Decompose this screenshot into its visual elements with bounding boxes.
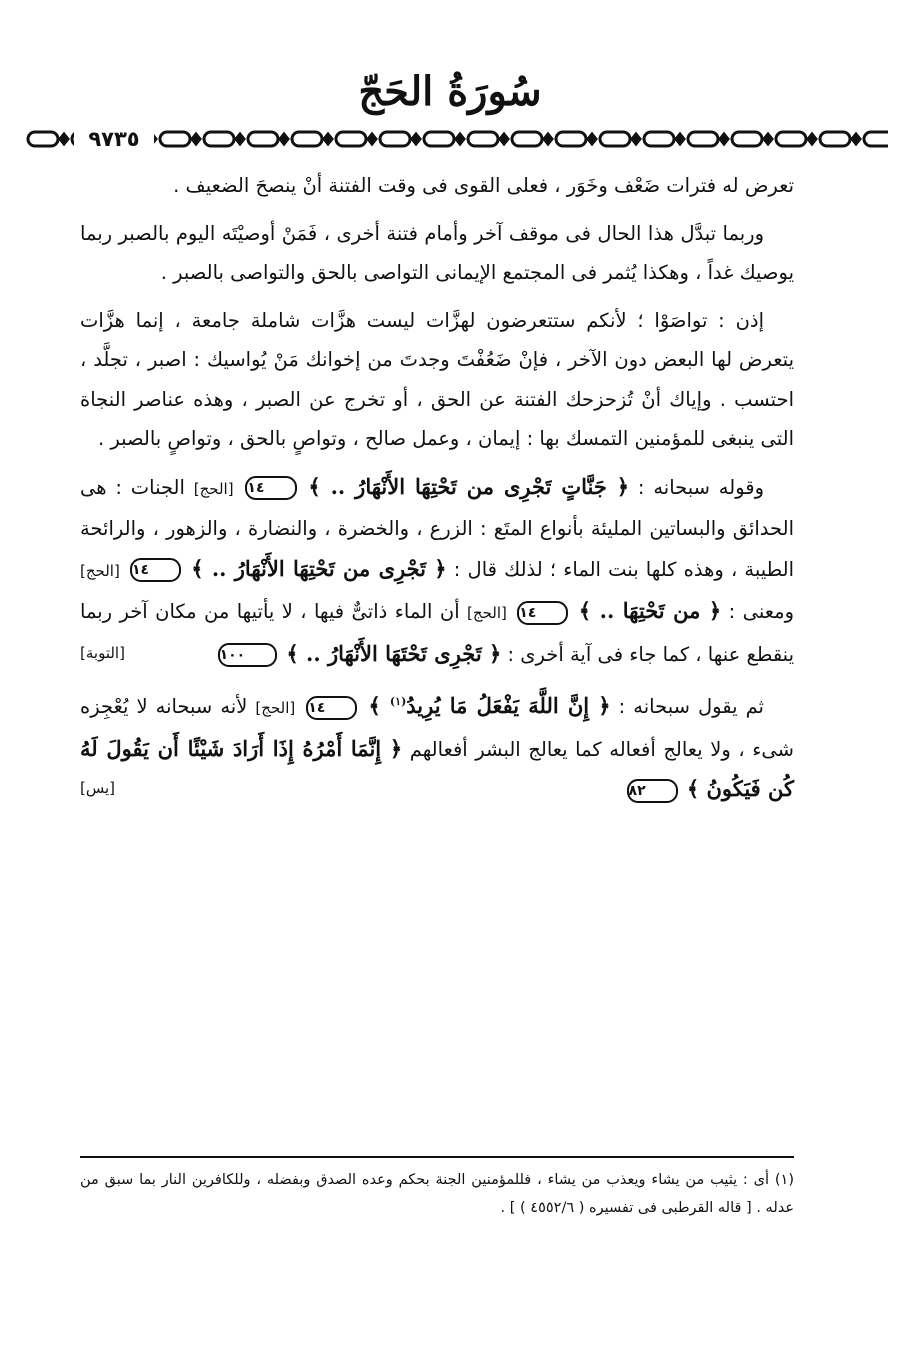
chain-link <box>424 132 454 146</box>
diamond <box>676 134 684 144</box>
text-run: أن الماء ذاتىٌّ فيها ، لا يأتيها من مكان آخر ربما ينقطع عنها ، كما جاء فى آية أخرى : <box>80 600 794 666</box>
chain-link <box>380 132 410 146</box>
chain-link <box>556 132 586 146</box>
diamond <box>720 134 728 144</box>
surah-reference: [يس] <box>80 779 116 797</box>
footnotes <box>80 1166 794 1222</box>
diamond <box>852 134 860 144</box>
diamond <box>632 134 640 144</box>
chain-link <box>600 132 630 146</box>
diamond <box>808 134 816 144</box>
text-run: وقوله سبحانه : <box>637 475 765 499</box>
chain-link <box>204 132 234 146</box>
diamond <box>60 134 68 144</box>
surah-reference: [الحج] <box>80 561 120 580</box>
surah-title: سُورَةُ الحَجّ <box>358 68 542 115</box>
diamond <box>192 134 200 144</box>
quran-verse: ﴿ تَجْرِى تَحْتَهَا الأَنْهَارُ .. ﴾ <box>286 640 502 666</box>
paragraph-2: وربما تبدَّل هذا الحال فى موقف آخر وأمام فتنة أخرى ، فَمَنْ أوصيْتَه اليوم بالصبر ربما يوصيك غداً ، وهكذا يُثمر فى المجتمع الإيمانى التواصى بالحق والتواصى بالصبر . <box>80 221 794 284</box>
surah-reference: [الحج] <box>193 479 234 498</box>
chain-link <box>160 132 190 146</box>
chain-link <box>820 132 850 146</box>
footnote-divider <box>80 1156 794 1158</box>
surah-reference: [الحج] <box>255 699 296 717</box>
chain-link <box>864 132 888 146</box>
quran-verse: ﴿ إِنَّمَا أَمْرُهُ إِذَا أَرَادَ شَيْئًا أَن يَقُولَ لَهُ كُن فَيَكُونُ ﴾ <box>80 735 794 801</box>
quran-verse: ﴿ من تَحْتِهَا .. ﴾ <box>578 598 722 623</box>
quran-verse: ﴿ تَجْرِى من تَحْتِهَا الأَنْهَارُ .. ﴾ <box>191 555 447 581</box>
verse-number: ١٤ <box>245 476 296 500</box>
chain-link <box>468 132 498 146</box>
verse-bracket: ﴾ <box>368 693 381 718</box>
verse-text: ﴿ إِنَّ اللَّهَ يَفْعَلُ مَا يُرِيدُ <box>406 693 611 718</box>
chain-link <box>732 132 762 146</box>
diamond <box>236 134 244 144</box>
text-run: ومعنى : <box>728 600 794 623</box>
verse-number: ٨٢ <box>627 779 678 803</box>
chain-link <box>292 132 322 146</box>
diamond <box>544 134 552 144</box>
verse-number: ١٤ <box>306 696 357 720</box>
text-run: الجنات : هى الحدائق والبساتين المليئة بأنواع المتَع : الزرع ، والخضرة ، والنضارة ، والزهور ، والرائحة الطيبة ، وهذه كلها بنت الماء ؛ لذلك قال : <box>80 475 795 581</box>
paragraph-1: تعرض له فترات ضَعْف وخَوَر ، فعلى القوى فى وقت الفتنة أنْ ينصحَ الضعيف . <box>173 174 794 197</box>
chain-link <box>688 132 718 146</box>
diamond <box>456 134 464 144</box>
verse-number: ١٤ <box>517 601 568 625</box>
surah-reference: [التوبة] <box>80 643 125 662</box>
verse-number: ١٤ <box>130 558 181 582</box>
chain-link <box>336 132 366 146</box>
paragraph-4 <box>80 467 794 675</box>
diamond <box>764 134 772 144</box>
quran-verse <box>368 693 610 718</box>
paragraph-5 <box>80 682 794 810</box>
diamond <box>324 134 332 144</box>
diamond <box>368 134 376 144</box>
chain-link <box>28 132 58 146</box>
ornamental-border-icon <box>26 128 888 150</box>
text-run: لأنه سبحانه لا يُعْجِزه شىء ، ولا يعالج أفعاله كما يعالج البشر أفعالهم <box>80 695 794 761</box>
surah-reference: [الحج] <box>467 604 507 622</box>
page-number: ٩٧٣٥ <box>74 124 154 154</box>
footnote-1: (١) أى : يثيب من يشاء ويعذب من يشاء ، فللمؤمنين الجنة بحكم وعده الصدق وبفضله ، وللكافرين النار بما سبق من عدله . [ قاله القرطبى فى تفسيره ( ٤٥٥٢/٦ ) ] . <box>80 1172 794 1216</box>
diamond <box>280 134 288 144</box>
chain-link <box>776 132 806 146</box>
diamond <box>588 134 596 144</box>
diamond <box>412 134 420 144</box>
main-text <box>80 166 794 818</box>
diamond <box>500 134 508 144</box>
chain-link <box>644 132 674 146</box>
footnote-marker: (١) <box>389 695 407 708</box>
chain-link <box>512 132 542 146</box>
verse-number: ١٠٠ <box>218 643 278 667</box>
quran-verse: ﴿ جَنَّاتٍ تَجْرِى من تَحْتِهَا الأَنْهَارُ .. ﴾ <box>308 473 630 499</box>
chain-link <box>248 132 278 146</box>
text-run: ثم يقول سبحانه : <box>618 695 764 718</box>
paragraph-3: إذن : تواصَوْا ؛ لأنكم ستتعرضون لهزَّات ليست هزَّات شاملة جامعة ، إنما هزَّات يتعرض لها البعض دون الآخر ، فإنْ ضَعُفْتَ وجدتَ من إخوانك مَنْ يُواسيك : اصبر ، تجلَّد ، احتسب . وإياك أنْ تُزحزحك الفتنة عن الحق ، أو تخرج عن الصبر ، وهذه عناصر النجاة التى ينبغى للمؤمنين التمسك بها : إيمان ، وعمل صالح ، وتواصٍ بالحق ، وتواصٍ بالصبر . <box>80 308 794 450</box>
